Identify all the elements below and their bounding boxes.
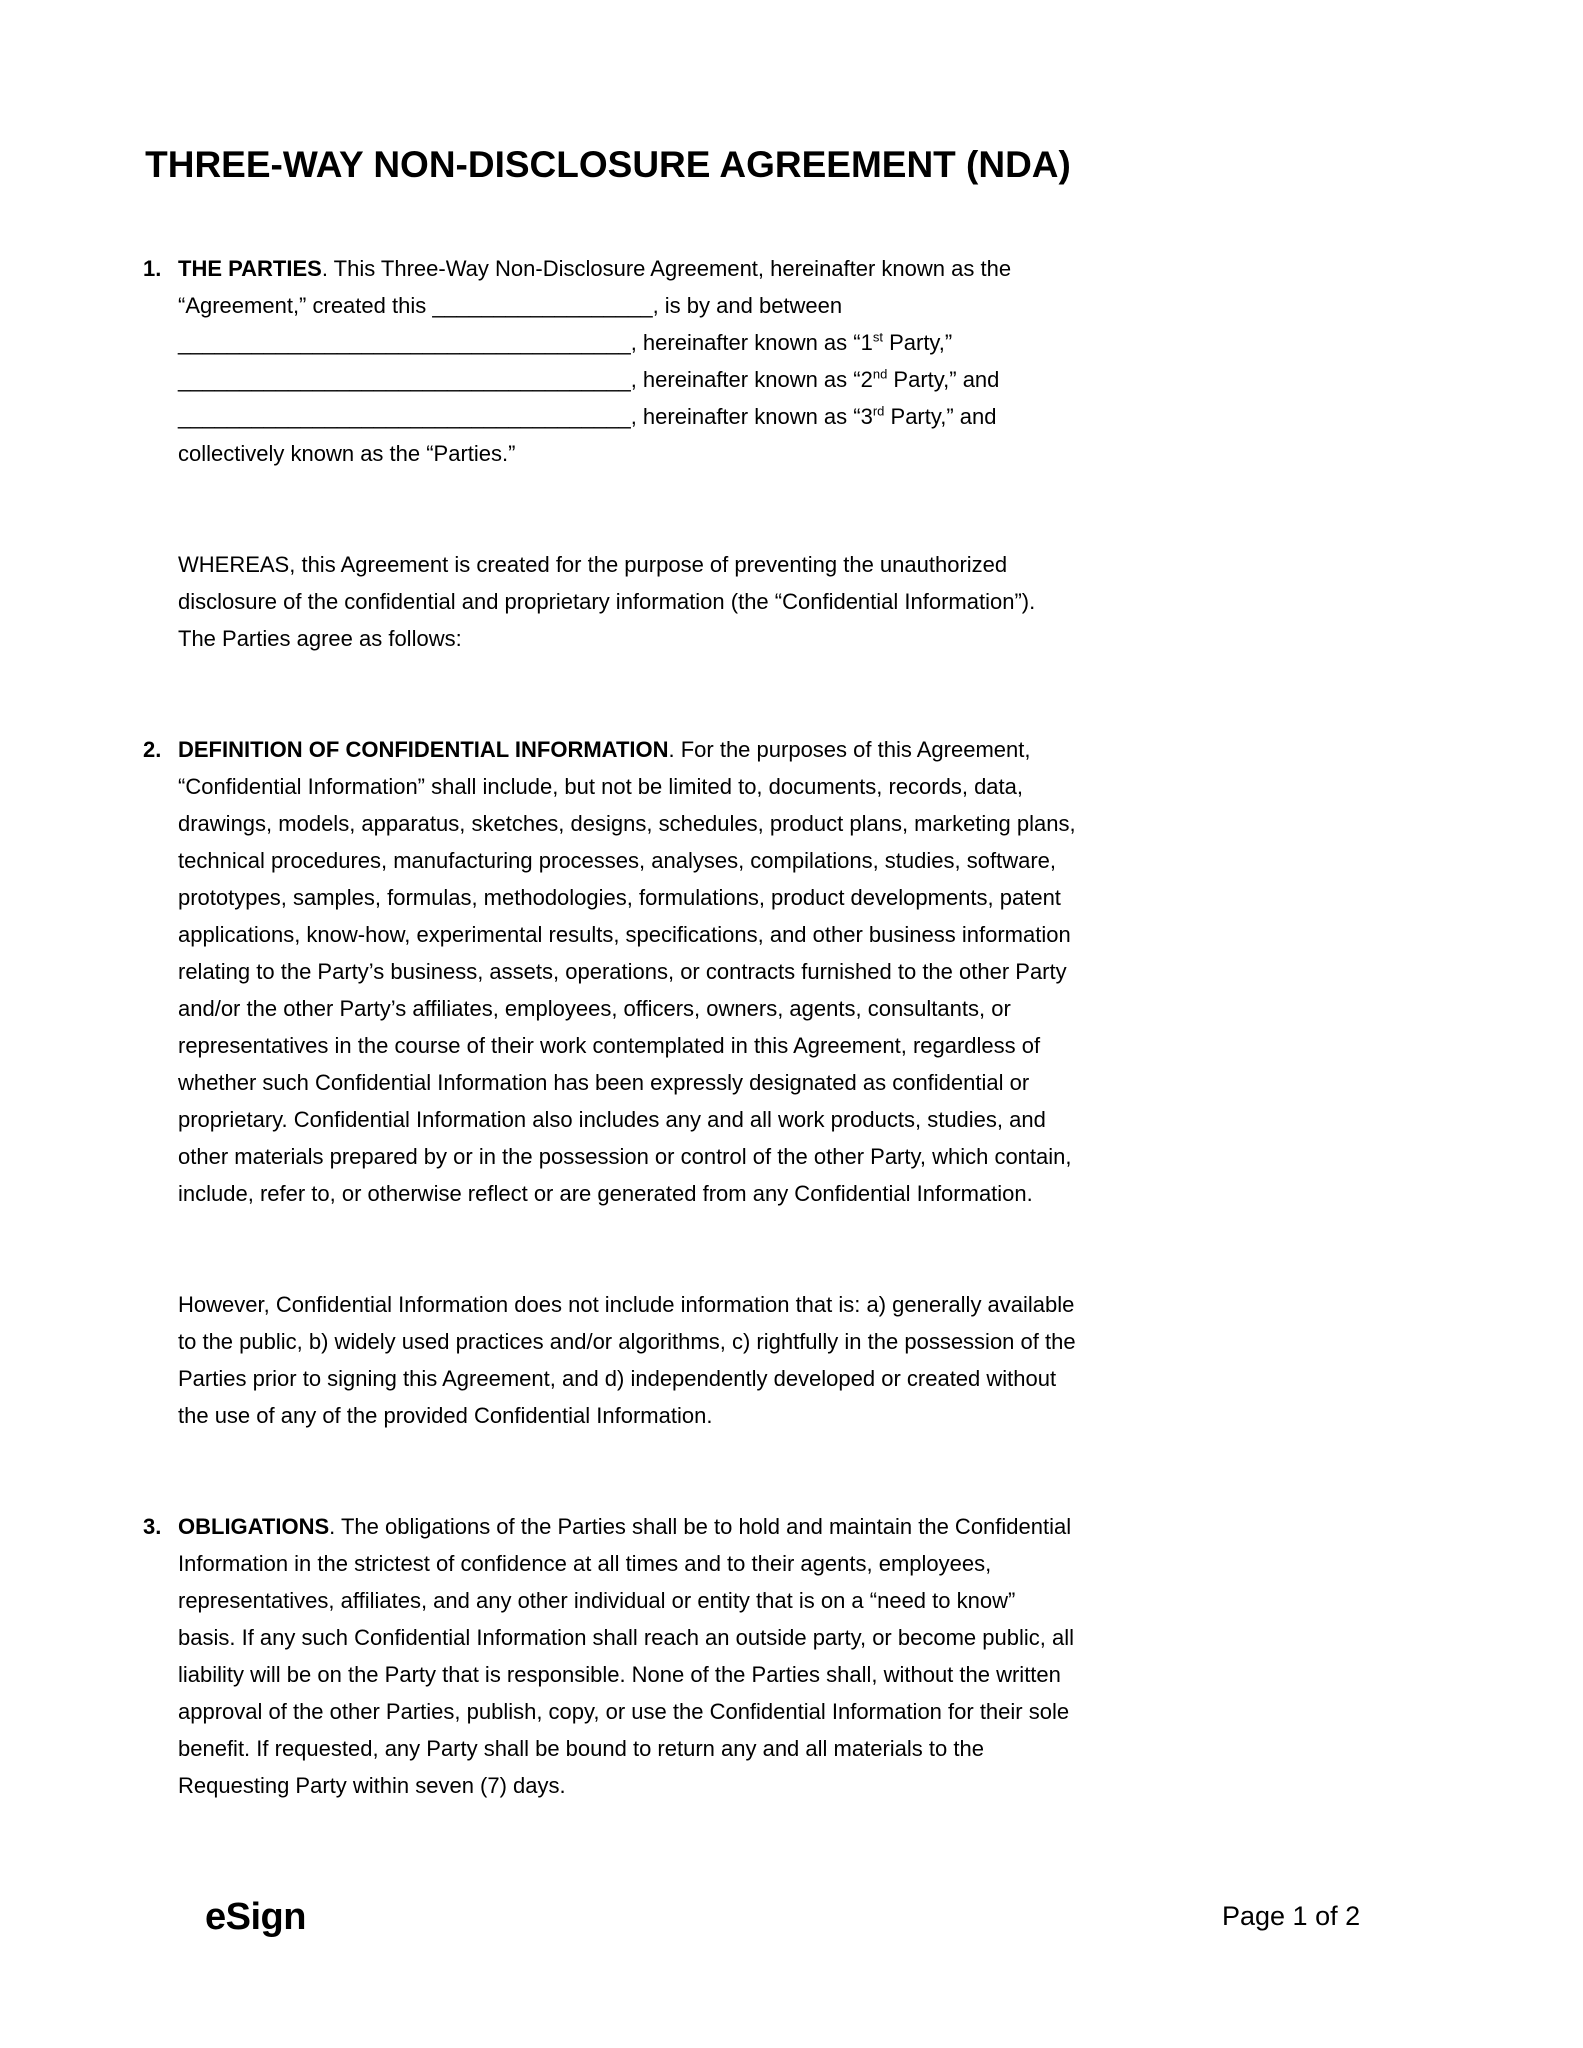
text-segment: . This Three-Way Non-Disclosure Agreement, hereinafter known as the <box>321 256 1012 281</box>
text-line <box>178 583 1073 620</box>
document-title: THREE-WAY NON-DISCLOSURE AGREEMENT (NDA) <box>145 144 1071 185</box>
text-line <box>178 1101 1076 1138</box>
text-line <box>178 1656 1074 1693</box>
text-segment: representatives in the course of their work contemplated in this Agreement, regardless of <box>178 1033 1041 1058</box>
text-segment: other materials prepared by or in the possession or control of the other Party, which contain, <box>178 1144 1072 1169</box>
text-segment: approval of the other Parties, publish, copy, or use the Confidential Information for their sole <box>178 1699 1070 1724</box>
text-line <box>178 1693 1074 1730</box>
text-segment: _____________________________________, hereinafter known as “2 <box>178 367 873 392</box>
text-line <box>178 768 1076 805</box>
section-number <box>143 1286 178 1434</box>
text-segment: Requesting Party within seven (7) days. <box>178 1773 566 1798</box>
text-segment: applications, know-how, experimental results, specifications, and other business information <box>178 922 1071 947</box>
text-segment: prototypes, samples, formulas, methodologies, formulations, product developments, patent <box>178 885 1061 910</box>
text-segment: . For the purposes of this Agreement, <box>668 737 1031 762</box>
text-segment: whether such Confidential Information has been expressly designated as confidential or <box>178 1070 1030 1095</box>
text-line <box>178 916 1076 953</box>
clause-heading: OBLIGATIONS <box>178 1514 330 1539</box>
text-segment: proprietary. Confidential Information also includes any and all work products, studies, and <box>178 1107 1046 1132</box>
text-line <box>178 1508 1074 1545</box>
text-line <box>178 1323 1076 1360</box>
section-number: 3. <box>143 1514 162 1539</box>
text-segment: However, Confidential Information does not include information that is: a) generally available <box>178 1292 1075 1317</box>
section-number <box>143 546 178 657</box>
text-segment: and/or the other Party’s affiliates, employees, officers, owners, agents, consultants, or <box>178 996 1011 1021</box>
text-line <box>178 1619 1074 1656</box>
text-segment: the use of any of the provided Confidential Information. <box>178 1403 713 1428</box>
text-segment: Parties prior to signing this Agreement, and d) independently developed or created without <box>178 1366 1057 1391</box>
text-line <box>178 287 1073 324</box>
text-segment: “Agreement,” created this __________________, is by and between <box>178 293 843 318</box>
text-line <box>178 1360 1076 1397</box>
text-line <box>178 1582 1074 1619</box>
text-line <box>178 879 1076 916</box>
section-1-the-parties <box>143 250 1073 472</box>
text-segment: to the public, b) widely used practices and/or algorithms, c) rightfully in the possession of the <box>178 1329 1076 1354</box>
text-segment: “Confidential Information” shall include, but not be limited to, documents, records, data, <box>178 774 1024 799</box>
section-3-obligations <box>143 1508 1073 1804</box>
paragraph-lines <box>178 546 1073 657</box>
section-number: 2. <box>143 737 162 762</box>
section-2-definition-of-confidential-information <box>143 731 1076 1212</box>
text-line <box>178 324 1073 361</box>
text-segment: Party,” and <box>884 404 997 429</box>
text-line <box>178 953 1076 990</box>
text-line <box>178 398 1073 435</box>
text-line <box>178 1027 1076 1064</box>
clause-heading: DEFINITION OF CONFIDENTIAL INFORMATION <box>178 737 669 762</box>
text-segment: basis. If any such Confidential Information shall reach an outside party, or become public, all <box>178 1625 1074 1650</box>
ordinal-superscript: st <box>872 329 883 345</box>
text-line <box>178 1397 1076 1434</box>
exclusions-clause <box>143 1286 1076 1434</box>
text-segment: Information in the strictest of confidence at all times and to their agents, employees, <box>178 1551 992 1576</box>
text-line <box>178 620 1073 657</box>
text-segment: liability will be on the Party that is responsible. None of the Parties shall, without the written <box>178 1662 1061 1687</box>
clause-heading: THE PARTIES <box>178 256 322 281</box>
text-line <box>178 1730 1074 1767</box>
text-line <box>178 1138 1076 1175</box>
text-line <box>178 250 1073 287</box>
text-segment: _____________________________________, hereinafter known as “3 <box>178 404 873 429</box>
text-line <box>178 546 1073 583</box>
text-segment: benefit. If requested, any Party shall be bound to return any and all materials to the <box>178 1736 984 1761</box>
text-segment: Party,” and <box>887 367 1000 392</box>
text-segment: The Parties agree as follows: <box>178 626 462 651</box>
text-segment: relating to the Party’s business, assets, operations, or contracts furnished to the other Party <box>178 959 1067 984</box>
esign-logo: eSign <box>205 1896 306 1938</box>
text-line <box>178 1064 1076 1101</box>
paragraph-lines <box>178 250 1073 472</box>
ordinal-superscript: rd <box>872 403 885 419</box>
document-page <box>143 0 1076 1804</box>
whereas-clause <box>143 546 1073 657</box>
paragraph-lines <box>178 1508 1074 1804</box>
paragraph-lines <box>178 731 1076 1212</box>
page-number-label: Page 1 of 2 <box>1222 1901 1361 1931</box>
text-line <box>178 805 1076 842</box>
ordinal-superscript: nd <box>872 366 888 382</box>
text-line <box>178 990 1076 1027</box>
text-segment: . The obligations of the Parties shall be to hold and maintain the Confidential <box>329 1514 1072 1539</box>
text-line <box>178 435 1073 472</box>
text-segment: disclosure of the confidential and proprietary information (the “Confidential Information”). <box>178 589 1036 614</box>
text-line <box>178 361 1073 398</box>
text-segment: _____________________________________, hereinafter known as “1 <box>178 330 873 355</box>
text-segment: collectively known as the “Parties.” <box>178 441 516 466</box>
text-segment: WHEREAS, this Agreement is created for the purpose of preventing the unauthorized <box>178 552 1008 577</box>
text-line <box>178 842 1076 879</box>
text-segment: representatives, affiliates, and any other individual or entity that is on a “need to know” <box>178 1588 1016 1613</box>
text-segment: Party,” <box>882 330 953 355</box>
text-line <box>178 731 1076 768</box>
document-body <box>143 250 1076 1804</box>
text-line <box>178 1767 1074 1804</box>
text-segment: technical procedures, manufacturing processes, analyses, compilations, studies, software, <box>178 848 1056 873</box>
text-segment: include, refer to, or otherwise reflect or are generated from any Confidential Information. <box>178 1181 1033 1206</box>
text-line <box>178 1545 1074 1582</box>
text-line <box>178 1175 1076 1212</box>
section-number: 1. <box>143 256 162 281</box>
text-segment: drawings, models, apparatus, sketches, designs, schedules, product plans, marketing plans, <box>178 811 1076 836</box>
paragraph-lines <box>178 1286 1076 1434</box>
text-line <box>178 1286 1076 1323</box>
